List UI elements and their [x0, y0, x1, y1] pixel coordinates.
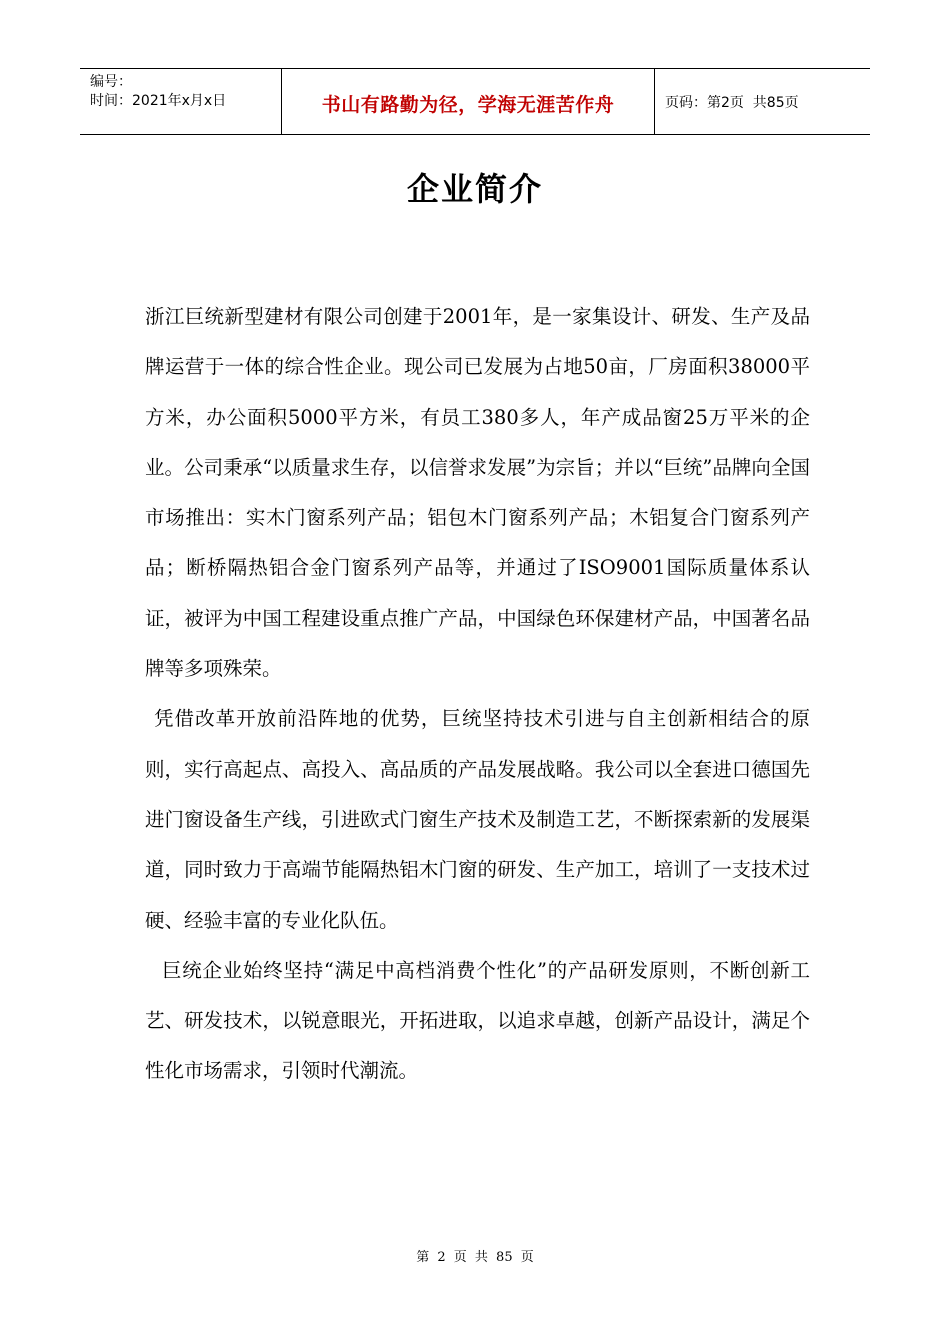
body-paragraph-1: 浙江巨统新型建材有限公司创建于2001年，是一家集设计、研发、生产及品牌运营于一体的综合性企业。现公司已发展为占地50亩，厂房面积38000平方米，办公面积5000平方米，有员工380多人，年产成品窗25万平米的企业。公司秉承“以质量求生存，以信誉求发展”为宗旨；并以“巨统”品牌向全国市场推出：实木门窗系列产品；铝包木门窗系列产品；木铝复合门窗系列产品；断桥隔热铝合金门窗系列产品等，并通过了ISO9001国际质量体系认证，被评为中国工程建设重点推广产品，中国绿色环保建材产品，中国著名品牌等多项殊荣。 [145, 305, 810, 681]
header-page-info: 页码：第2页 共85页 [665, 94, 799, 111]
document-header [80, 68, 870, 135]
header-meta-cell [80, 69, 282, 134]
document-date-label: 时间：2021年x月x日 [90, 93, 227, 109]
header-motto-cell [282, 69, 655, 134]
header-page-cell [655, 69, 870, 134]
page-title: 企业简介 [406, 170, 543, 208]
document-body [145, 292, 810, 1097]
document-number-label: 编号： [90, 74, 132, 90]
header-motto: 书山有路勤为径，学海无涯苦作舟 [321, 94, 615, 116]
page-footer: 第 2 页 共 85 页 [416, 1250, 534, 1265]
body-paragraph-2: 凭借改革开放前沿阵地的优势，巨统坚持技术引进与自主创新相结合的原则，实行高起点、高投入、高品质的产品发展战略。我公司以全套进口德国先进门窗设备生产线，引进欧式门窗生产技术及制造工艺，不断探索新的发展渠道，同时致力于高端节能隔热铝木门窗的研发、生产加工，培训了一支技术过硬、经验丰富的专业化队伍。 [145, 707, 810, 932]
body-paragraph-3: 巨统企业始终坚持“满足中高档消费个性化”的产品研发原则，不断创新工艺、研发技术，以锐意眼光，开拓进取，以追求卓越，创新产品设计，满足个性化市场需求，引领时代潮流。 [145, 958, 810, 1083]
